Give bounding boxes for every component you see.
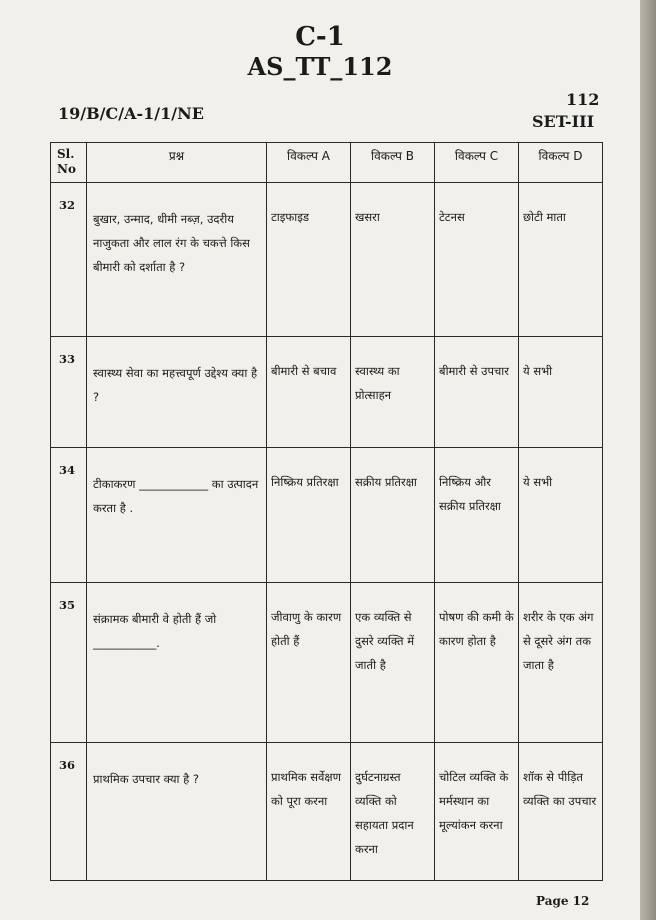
option-d: ये सभी [519,448,603,583]
paper-reference: 19/B/C/A-1/1/NE [58,104,204,123]
page-number-footer: Page 12 [536,894,590,908]
column-header-option-a: विकल्प A [267,143,351,183]
option-a: बीमारी से बचाव [267,337,351,448]
paper-number: 112 [566,90,600,109]
option-b: खसरा [351,183,435,337]
option-c: पोषण की कमी के कारण होता है [435,583,519,743]
option-b: स्वास्थ्य का प्रोत्साहन [351,337,435,448]
question-text: प्राथमिक उपचार क्या है ? [87,743,267,881]
table-row [51,743,603,881]
question-text: बुखार, उन्माद, धीमी नब्ज़, उदरीय नाजुकता और लाल रंग के चकत्ते किस बीमारी को दर्शाता है ? [87,183,267,337]
option-d: छोटी माता [519,183,603,337]
question-number: 33 [51,337,87,448]
option-c: बीमारी से उपचार [435,337,519,448]
question-number: 32 [51,183,87,337]
option-c: निष्क्रिय और सक्रीय प्रतिरक्षा [435,448,519,583]
table-row [51,448,603,583]
option-d: शरीर के एक अंग से दूसरे अंग तक जाता है [519,583,603,743]
column-header-sl [51,143,87,183]
option-d: शॉक से पीड़ित व्यक्ति का उपचार [519,743,603,881]
option-b: सक्रीय प्रतिरक्षा [351,448,435,583]
column-header-no-label: No [57,162,76,176]
table-row [51,583,603,743]
question-text: टीकाकरण ____________ का उत्पादन करता है . [87,448,267,583]
question-number: 35 [51,583,87,743]
option-c: टेटनस [435,183,519,337]
option-a: टाइफाइड [267,183,351,337]
exam-subject-code: AS_TT_112 [247,52,393,81]
exam-code-title: C-1 [295,22,345,52]
question-text: स्वास्थ्य सेवा का महत्त्वपूर्ण उद्देश्य क्या है ? [87,337,267,448]
table-header-row [51,143,603,183]
column-header-sl-label: Sl. [57,147,75,161]
question-set: SET-III [532,112,595,131]
option-d: ये सभी [519,337,603,448]
page-edge-shadow [640,0,656,920]
table-row [51,337,603,448]
column-header-question: प्रश्न [87,143,267,183]
question-table [50,142,603,881]
question-text: संक्रामक बीमारी वे होती हैं जो ___________. [87,583,267,743]
option-b: दुर्घटनाग्रस्त व्यक्ति को सहायता प्रदान करना [351,743,435,881]
option-a: जीवाणु के कारण होती हैं [267,583,351,743]
option-b: एक व्यक्ति से दुसरे व्यक्ति में जाती है [351,583,435,743]
question-number: 36 [51,743,87,881]
question-number: 34 [51,448,87,583]
option-a: प्राथमिक सर्वेक्षण को पूरा करना [267,743,351,881]
table-row [51,183,603,337]
column-header-option-b: विकल्प B [351,143,435,183]
column-header-option-c: विकल्प C [435,143,519,183]
column-header-option-d: विकल्प D [519,143,603,183]
option-a: निष्क्रिय प्रतिरक्षा [267,448,351,583]
option-c: चोटिल व्यक्ति के मर्मस्थान का मूल्यांकन करना [435,743,519,881]
